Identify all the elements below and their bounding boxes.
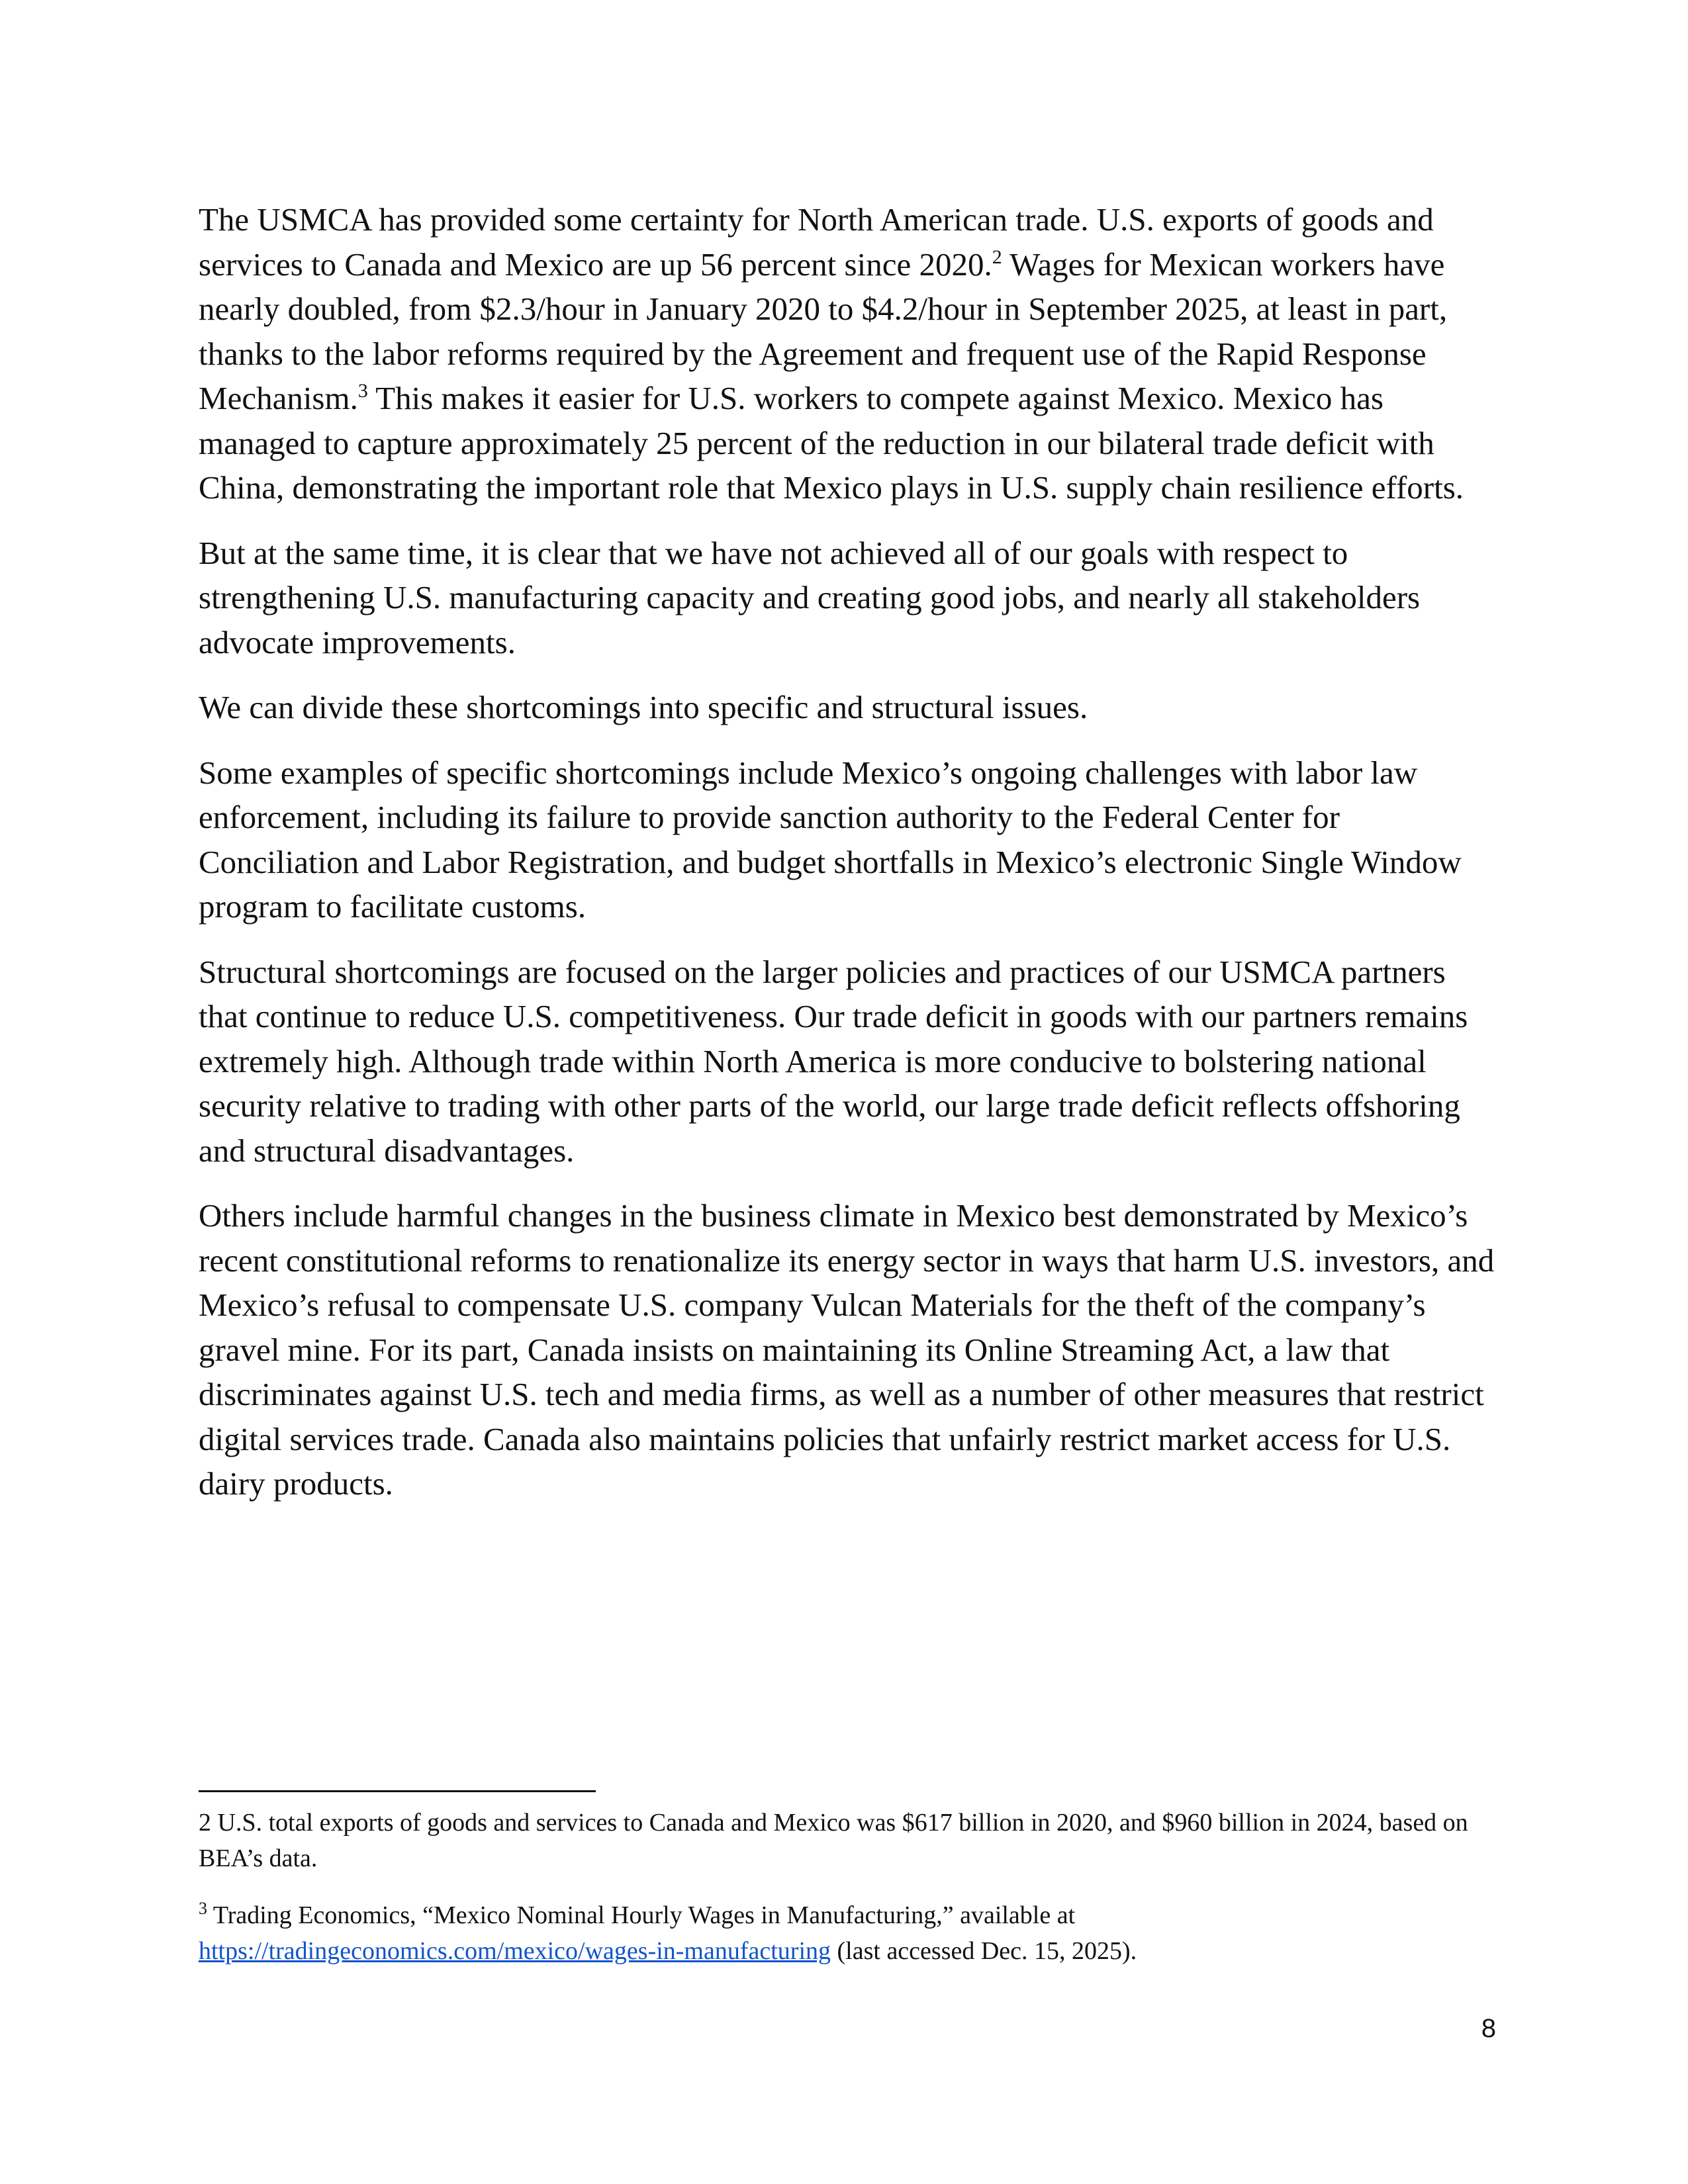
paragraph-text: The USMCA has provided some certainty for North American trade. U.S. exports of goods and services to Canada and Mexico are up 56 percent since 2020.: [199, 201, 1434, 283]
paragraph-others-include: Others include harmful changes in the business climate in Mexico best demonstrated by Mexico’s recent constitutional reforms to renationalize its energy sector in ways that harm U.S. investors, and Mexico’s refusal to compensate U.S. company Vulcan Materials for the theft of the company’s gravel mine. For its part, Canada insists on maintaining its Online Streaming Act, a law that discriminates against U.S. tech and media firms, as well as a number of other measures that restrict digital services trade. Canada also maintains policies that unfairly restrict market access for U.S. dairy products.: [199, 1197, 1495, 1502]
footnote-2: [199, 1805, 1496, 1876]
footnotes: [199, 1805, 1496, 1990]
footnote-2-text: U.S. total exports of goods and services to Canada and Mexico was $617 billion in 2020, and $960 billion in 2024, based on BEA’s data.: [199, 1809, 1468, 1872]
footnote-3-text-after: (last accessed Dec. 15, 2025).: [831, 1937, 1137, 1965]
page-number: 8: [1481, 2014, 1496, 2043]
footnote-ref-3[interactable]: 3: [357, 380, 368, 402]
footnote-ref-2[interactable]: 2: [992, 246, 1002, 268]
document-body: [199, 197, 1496, 1527]
paragraph-structural-shortcomings: Structural shortcomings are focused on the larger policies and practices of our USMCA partners that continue to reduce U.S. competitiveness. Our trade deficit in goods with our partners remains extremely high. Although trade within North America is more conducive to bolstering national security relative to trading with other parts of the world, our large trade deficit reflects offshoring and structural disadvantages.: [199, 953, 1468, 1169]
footnote-2-marker: 2: [199, 1809, 211, 1837]
paragraph-divide-shortcomings: We can divide these shortcomings into specific and structural issues.: [199, 689, 1088, 725]
footnote-3-text: Trading Economics, “Mexico Nominal Hourly Wages in Manufacturing,” available at: [207, 1901, 1076, 1929]
paragraph-specific-shortcomings: Some examples of specific shortcomings include Mexico’s ongoing challenges with labor law enforcement, including its failure to provide sanction authority to the Federal Center for Conciliation and Labor Registration, and budget shortfalls in Mexico’s electronic Single Window program to facilitate customs.: [199, 754, 1462, 925]
footnote-separator: [199, 1790, 596, 1792]
footnote-3: [199, 1897, 1496, 1969]
paragraph-usmca-certainty: [199, 197, 1496, 510]
paragraph-text: Wages for Mexican workers have nearly doubled, from $2.3/hour in January 2020 to $4.2/hour in September 2025, at least in part, thanks to the labor reforms required by the Agreement and frequent use of the Rapid Response Mechanism.: [199, 246, 1448, 416]
paragraph-goals-not-achieved: But at the same time, it is clear that we have not achieved all of our goals with respect to strengthening U.S. manufacturing capacity and creating good jobs, and nearly all stakeholders advocate improvements.: [199, 534, 1421, 660]
footnote-3-marker: 3: [199, 1899, 207, 1918]
paragraph-text: This makes it easier for U.S. workers to compete against Mexico. Mexico has managed to capture approximately 25 percent of the reduction in our bilateral trade deficit with China, demonstrating the important role that Mexico plays in U.S. supply chain resilience efforts.: [199, 380, 1464, 506]
footnote-3-link[interactable]: https://tradingeconomics.com/mexico/wages-in-manufacturing: [199, 1937, 831, 1965]
